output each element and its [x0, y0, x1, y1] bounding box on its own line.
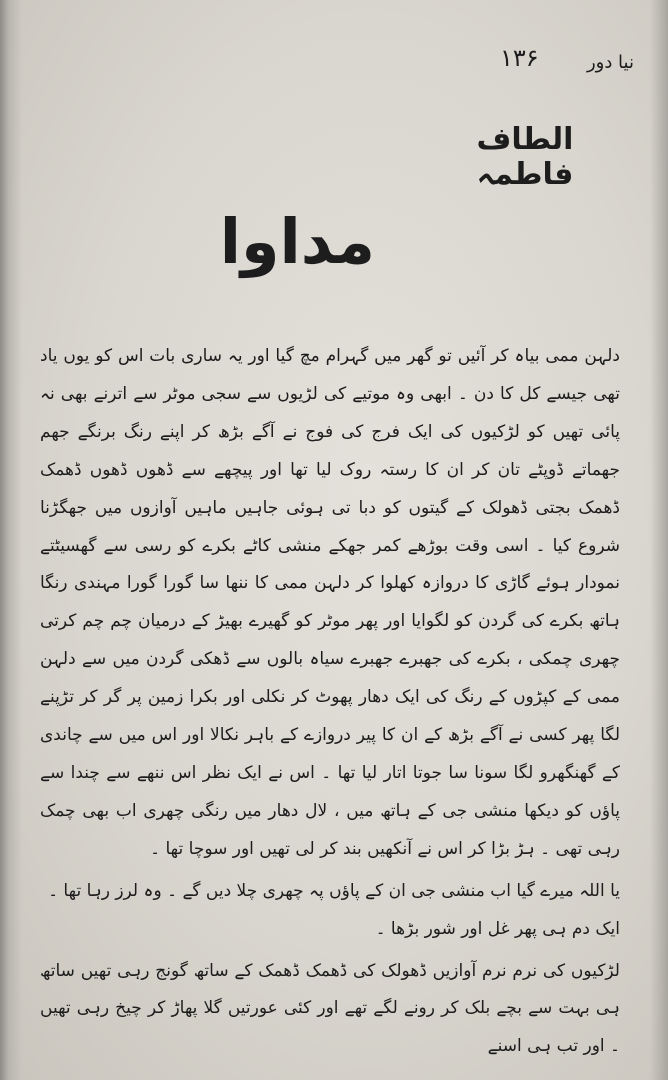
page-number: ۱۳۶ — [500, 44, 539, 72]
paragraph: ایک دم ہی پھر غل اور شور بڑھا ۔ — [375, 918, 620, 939]
binding-shadow — [0, 0, 22, 1080]
paragraph: یا اللہ میرے گیا اب منشی جی ان کے پاؤں پہ چھری چلا دیں گے ۔ وہ لرز رہا تھا ۔ — [48, 880, 620, 901]
paragraph: لڑکیوں کی نرم نرم آوازیں ڈھولک کی ڈھمک ڈھمک کے ساتھ گونج رہی تھیں ساتھ ہی بہت سے بچے بلک کر رونے لگے تھے اور کئی عورتیں گلا پھاڑ کر چیخ رہی تھیں ۔ اور تب ہی اسنے — [40, 960, 620, 1057]
page-edge-shadow — [650, 0, 668, 1080]
author-name: الطاف فاطمہ — [476, 122, 574, 192]
running-head: نیا دور — [586, 52, 634, 73]
story-title: مداوا — [219, 205, 375, 278]
story-body — [40, 338, 620, 1066]
paragraph: دلہن ممی بیاہ کر آئیں تو گھر میں گہرام مچ گیا اور یہ ساری بات اس کو یوں یاد تھی جیسے کل کا دن ۔ ابھی وہ موتیے کی لڑیوں سے سجی موٹر سے اترنے بھی نہ پائی تھیں کو لڑکیوں کی ایک فرج کی فوج نے آگے بڑھ کر اپنے رنگ برنگے جھم جھماتے ڈوپٹے تان کر ان کا رستہ روک لیا تھا اور پیچھے سے ڈھوں ڈھوں ڈھمک ڈھمک بجتی ڈھولک کے گیتوں کو دبا تی ہوئی جاہیں ماہیں آوازوں میں جھگڑنا شروع کیا ۔ اسی وقت بوڑھے کمر جھکے منشی کاٹے بکرے کو رسی سے گھسیٹتے نمودار ہوئے گاڑی کا دروازہ کھلوا کر دلہن ممی کا ننھا سا گورا گورا مہندی رنگا ہاتھ بکرے کی گردن کو لگوایا اور پھر موٹر کو گھیرے بھیڑ کے درمیان چم چم کرتی چھری چمکی ، بکرے کی جھبرے جھبرے سیاہ بالوں سے ڈھکی گردن میں سے دلہن ممی کے کپڑوں کے رنگ کی ایک دھار پھوٹ کر نکلی اور بکرا زمین پر گر کر تڑپنے لگا پھر کسی نے آگے بڑھ کے ان کا پیر دروازے کے باہر نکالا اور اس میں سے چاندی کے گھنگھرو لگا سونا سا جوتا اتار لیا تھا ۔ اس نے ایک نظر اس ننھے سے چندا سے پاؤں کو دیکھا منشی جی کے ہاتھ میں ، لال دھار میں رنگی چھری اب بھی چمک رہی تھی ۔ ہڑ بڑا کر اس نے آنکھیں بند کر لی تھیں اور سوچا تھا ۔ — [40, 346, 620, 859]
